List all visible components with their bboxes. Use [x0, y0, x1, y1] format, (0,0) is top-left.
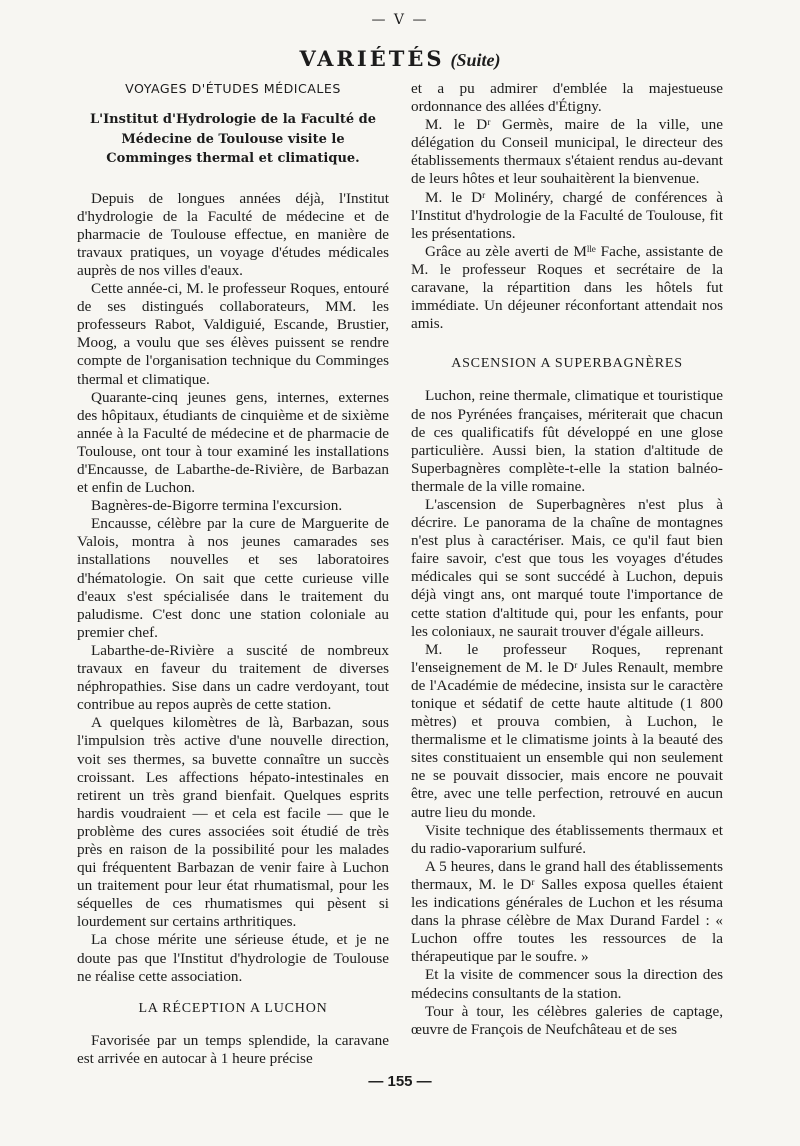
paragraph: M. le Dʳ Germès, maire de la ville, une délégation du Conseil municipal, le directeur des établissements thermaux s'étaient rendus au-devant de leurs hôtes et leur souhaitèrent la bienvenue.	[411, 116, 723, 188]
paragraph: Favorisée par un temps splendide, la caravane est arrivée en autocar à 1 heure précise	[77, 1031, 389, 1067]
paragraph: Bagnères-de-Bigorre termina l'excursion.	[91, 497, 343, 515]
paragraph: et a pu admirer d'emblée la majestueuse ordonnance des allées d'Étigny.	[411, 80, 723, 116]
reception-heading: LA RÉCEPTION A LUCHON	[138, 1000, 328, 1016]
paragraph: Cette année-ci, M. le professeur Roques, entouré de ses distingués collaborateurs, MM. les professeurs Rabot, Valdiguié, Escande, Brustier, Moog, a voulu que ses élèves puissent se rendre compte de l'organisation technique du Comminges thermal et climatique.	[77, 280, 389, 388]
paragraph: Depuis de longues années déjà, l'Institut d'hydrologie de la Faculté de médecine et de pharmacie de Toulouse effectue, en manière de travaux pratiques, un voyage d'études médicales auprès de nos villes d'eaux.	[77, 189, 389, 279]
paragraph: A 5 heures, dans le grand hall des établissements thermaux, M. le Dʳ Salles exposa quelles étaient les indications générales de Luchon et les résuma dans la phrase célèbre de Max Durand Fardel : « Luchon offre toutes les ressources de la thérapeutique par le soufre. »	[411, 857, 723, 966]
ascension-heading: ASCENSION A SUPERBAGNÈRES	[451, 356, 683, 372]
section-heading: VOYAGES D'ÉTUDES MÉDICALES	[125, 81, 341, 96]
page-number: — 155 —	[368, 1073, 432, 1090]
paragraph: Visite technique des établissements thermaux et du radio-vaporarium sulfuré.	[411, 821, 723, 857]
paragraph: Quarante-cinq jeunes gens, internes, externes des hôpitaux, étudiants de cinquième et de sixième année à la Faculté de médecine et de pharmacie de Toulouse, ont tour à tour examiné les installations d'Encausse, de Labarthe-de-Rivière, de Barbazan et enfin de Luchon.	[77, 388, 389, 497]
paragraph: Luchon, reine thermale, climatique et touristique de nos Pyrénées françaises, mériterait que chacun de ces qualificatifs fût développé en une glose particulière. Aussi bien, la station d'altitude de Superbagnères complète-t-elle la station balnéo-thermale de la ville romaine.	[411, 387, 723, 495]
title-text: VARIÉTÉS	[299, 46, 445, 71]
article-subheading: L'Institut d'Hydrologie de la Faculté de Médecine de Toulouse visite le Comminges thermal et climatique.	[89, 112, 377, 167]
page-roman-number: — V —	[371, 12, 429, 28]
title-suite: (Suite)	[450, 50, 501, 70]
paragraph: M. le Dʳ Molinéry, chargé de conférences à l'Institut d'hydrologie de la Faculté de Toulouse, fit les présentations.	[411, 188, 723, 242]
paragraph: Labarthe-de-Rivière a suscité de nombreux travaux en faveur du traitement de diverses néphropathies. Sise dans un cadre verdoyant, tout contribue au repos auprès de cette station.	[77, 641, 389, 714]
paragraph: M. le professeur Roques, reprenant l'enseignement de M. le Dʳ Jules Renault, membre de l'Académie de médecine, insista sur le caractère tonique et sédatif de cette haute altitude (1 800 mètres) et prouva combien, à Luchon, le thermalisme et le climatisme joints à la beauté des sites constituaient un ensemble qui non seulement ne se pouvait dissocier, mais encore ne pouvait être, avec une telle perfection, retrouvé en aucun autre lieu du monde.	[411, 640, 723, 821]
paragraph: La chose mérite une sérieuse étude, et je ne doute pas que l'Institut d'hydrologie de Toulouse ne réalise cette association.	[77, 931, 389, 985]
page-title	[0, 46, 800, 71]
paragraph: A quelques kilomètres de là, Barbazan, sous l'impulsion très active d'une nouvelle direction, voit ses thermes, sa buvette connaître un succès croissant. Les affections hépato-intestinales en retirent un très grand bienfait. Quelques esprits hardis voudraient — et cela est facile — que le problème des cures associées soit étudié de très près en raison de la possibilité pour les malades qui fréquentent Barbazan de venir faire à Luchon un traitement pour leur état rhumatismal, pour les séquelles de ces rhumatismes qui pèsent si lourdement sur certains arthritiques.	[77, 714, 389, 931]
paragraph: Grâce au zèle averti de Mˡˡᵉ Fache, assistante de M. le professeur Roques et secrétaire de la caravane, la répartition dans les hôtels fut immédiate. Un déjeuner réconfortant attendait nos amis.	[411, 242, 723, 333]
paragraph: L'ascension de Superbagnères n'est plus à décrire. Le panorama de la chaîne de montagnes n'est plus à caractériser. Mais, ce qu'il faut bien faire savoir, c'est que tous les voyages d'études médicales qui se sont succédé à Luchon, depuis déjà vingt ans, ont marqué toute l'importance de cette station d'altitude qui, pour les enfants, pour les coloniaux, ne saurait trouver d'égale ailleurs.	[411, 495, 723, 640]
right-column	[411, 80, 723, 1039]
paragraph: Tour à tour, les célèbres galeries de captage, œuvre de François de Neufchâteau et de ses	[411, 1002, 723, 1038]
paragraph: Encausse, célèbre par la cure de Marguerite de Valois, montra à nos jeunes camarades ses installations nouvelles et ses laboratoires d'hématologie. On sait que cette curieuse ville d'eaux s'est spécialisée dans le traitement du paludisme. C'est donc une station coloniale au premier chef.	[77, 515, 389, 641]
left-column	[77, 78, 389, 1068]
paragraph: Et la visite de commencer sous la direction des médecins consultants de la station.	[411, 966, 723, 1002]
